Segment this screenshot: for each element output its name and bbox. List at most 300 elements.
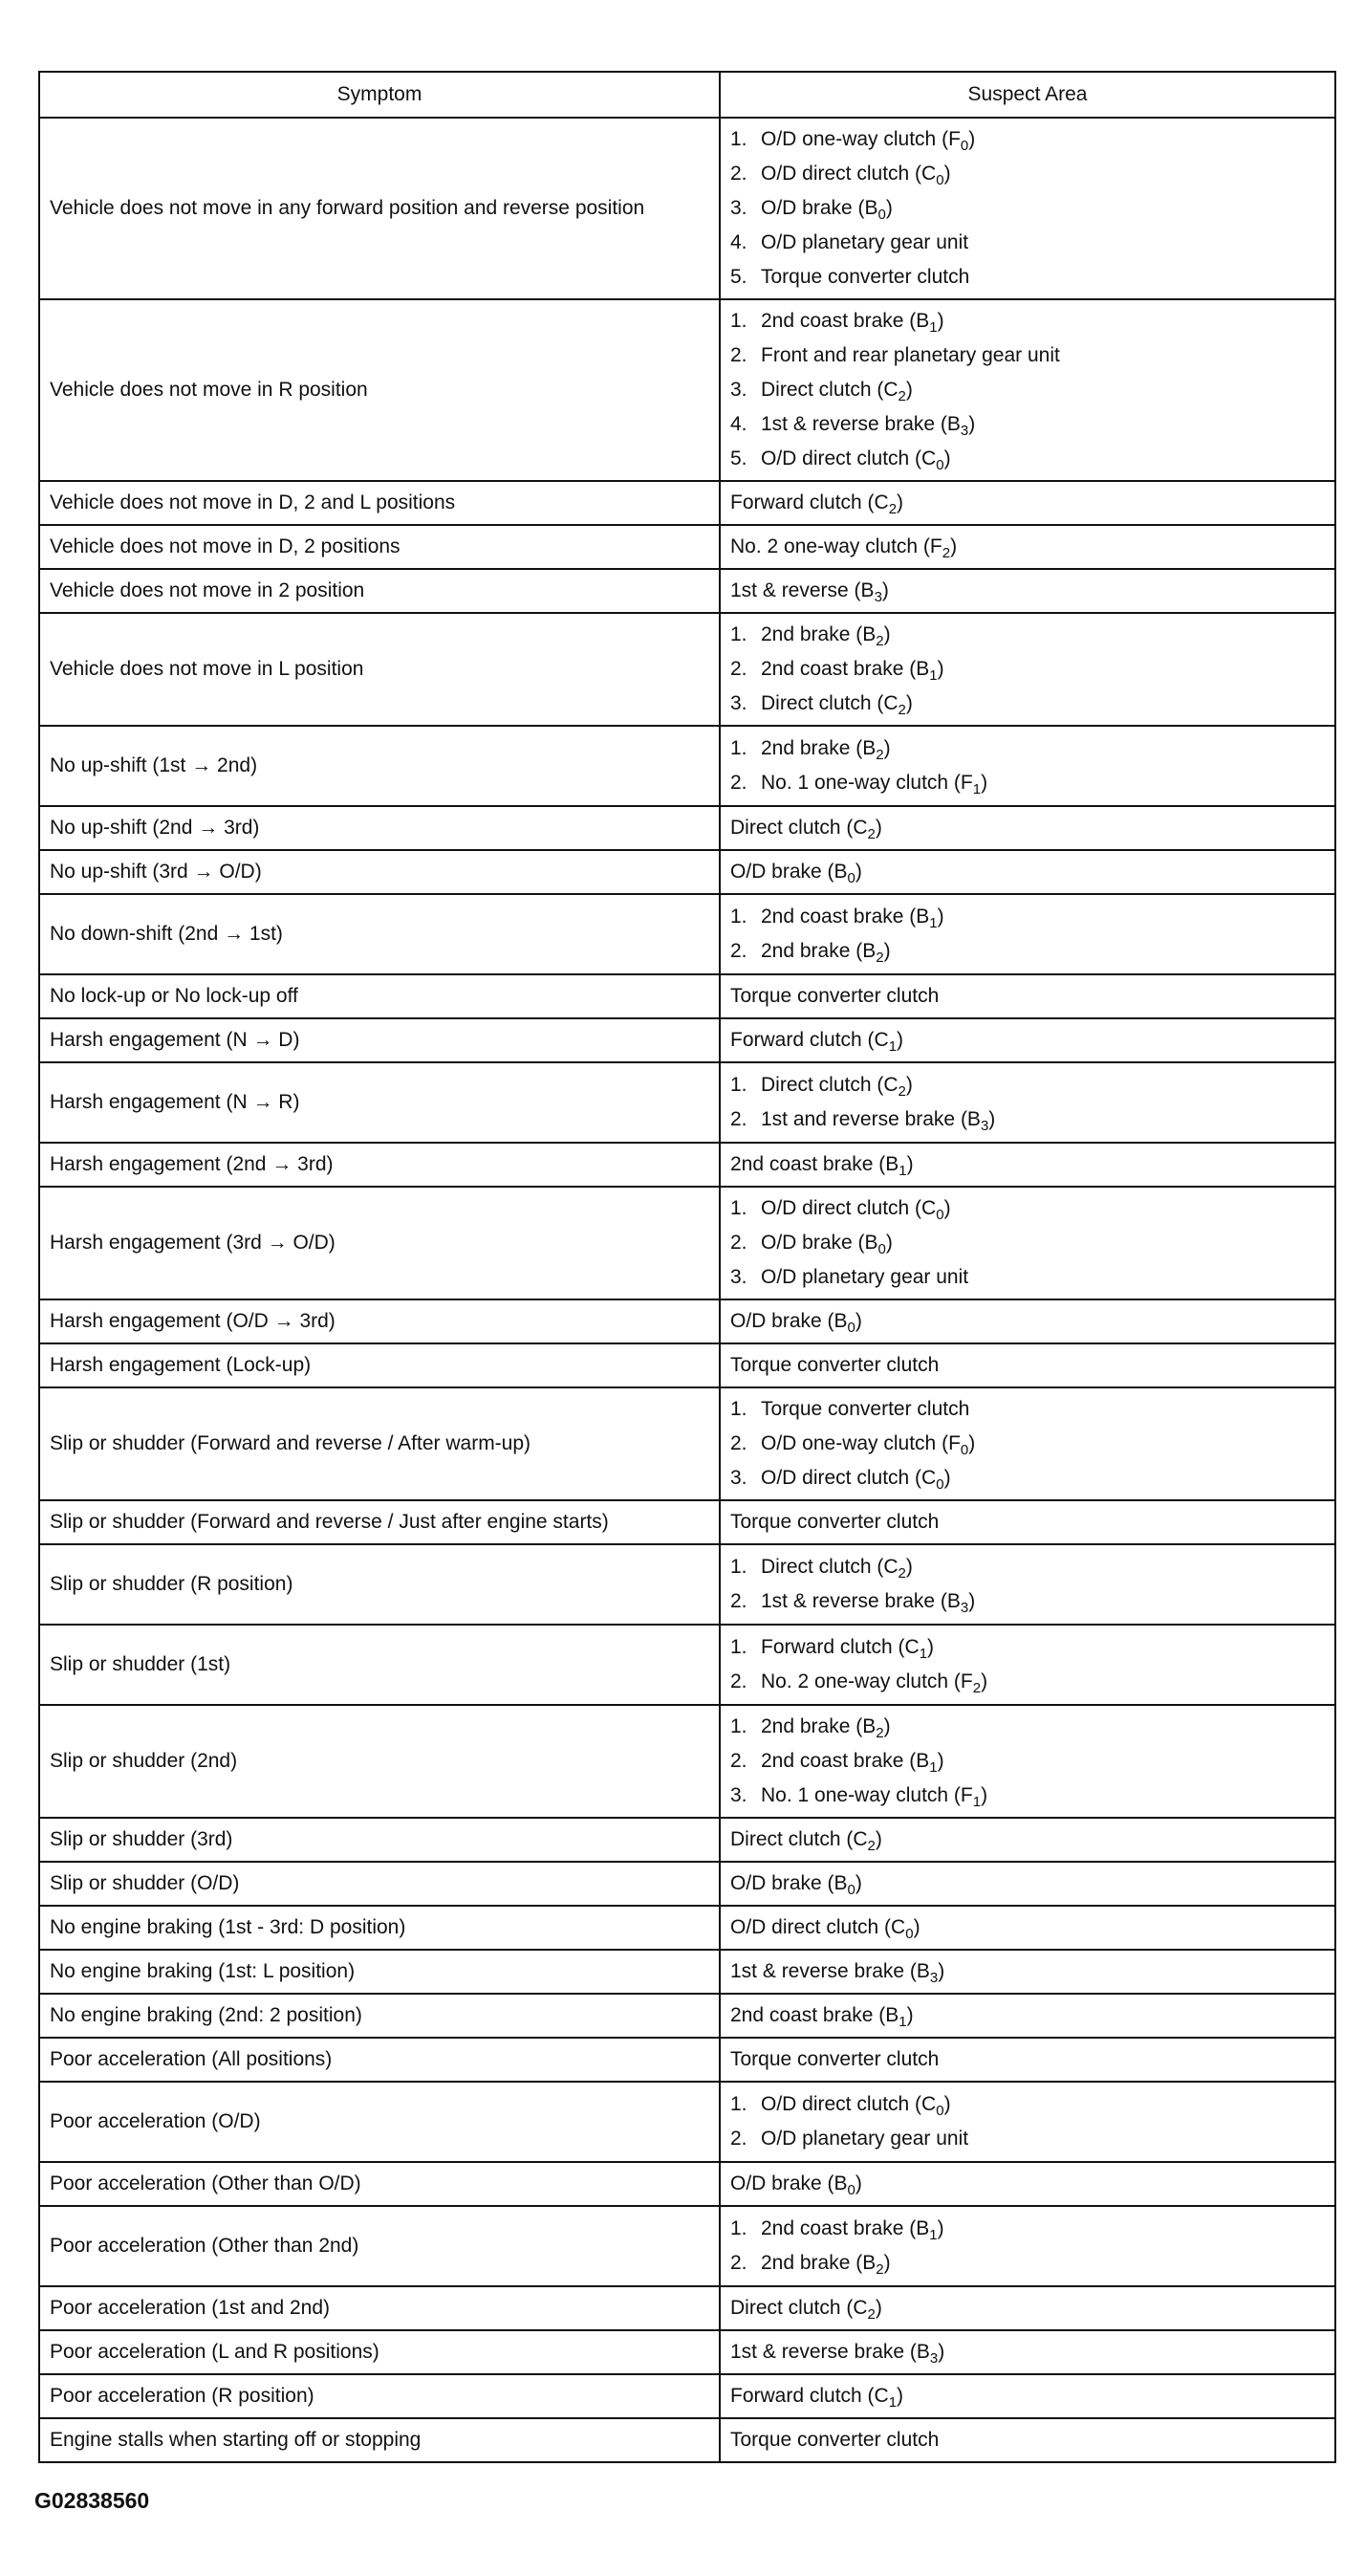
suspect-item <box>730 2212 1325 2246</box>
item-text-end: ) <box>937 2217 944 2239</box>
suspect-item <box>730 338 1325 373</box>
suspect-item <box>730 226 1325 260</box>
item-number: 3. <box>730 1467 747 1489</box>
suspect-area-cell <box>720 806 1335 850</box>
table-row <box>39 2162 1335 2206</box>
item-text: 1st & reverse (B <box>730 579 875 601</box>
suspect-item <box>730 1147 1325 1182</box>
item-text-end: ) <box>875 2297 882 2319</box>
item-text-end: ) <box>943 448 951 469</box>
suspect-area-cell <box>720 299 1335 481</box>
symptom-cell: Poor acceleration (All positions) <box>39 2038 720 2082</box>
item-subscript: 2 <box>972 1680 982 1696</box>
symptom-cell: Poor acceleration (Other than 2nd) <box>39 2206 720 2286</box>
table-row <box>39 1625 1335 1705</box>
suspect-area-cell <box>720 1387 1335 1500</box>
suspect-area-cell <box>720 1862 1335 1906</box>
symptom-cell: Engine stalls when starting off or stopping <box>39 2418 720 2462</box>
item-subscript: 0 <box>877 1241 886 1257</box>
suspect-item <box>730 1191 1325 1226</box>
item-subscript: 0 <box>847 870 855 886</box>
item-text: O/D direct clutch (C <box>761 2093 937 2115</box>
item-number: 2. <box>730 772 747 794</box>
table-row <box>39 1062 1335 1143</box>
item-text: Direct clutch (C <box>730 1828 868 1850</box>
item-text-end: ) <box>981 772 988 794</box>
item-number: 2. <box>730 1670 747 1692</box>
item-subscript: 2 <box>876 1725 884 1741</box>
item-text: 2nd coast brake (B <box>761 1750 930 1772</box>
table-row <box>39 481 1335 525</box>
item-text: No. 2 one-way clutch (F <box>761 1670 973 1692</box>
item-text: Torque converter clutch <box>730 1511 940 1533</box>
item-subscript: 1 <box>929 667 938 684</box>
item-subscript: 1 <box>972 1794 982 1810</box>
table-row <box>39 974 1335 1018</box>
item-text: 1st & reverse brake (B <box>761 1590 961 1612</box>
item-number: 3. <box>730 1784 747 1806</box>
suspect-item <box>730 811 1325 845</box>
item-text: No. 2 one-way clutch (F <box>730 535 942 557</box>
item-text-end: ) <box>913 1916 920 1938</box>
item-text: Torque converter clutch <box>730 985 940 1007</box>
item-text: Direct clutch (C <box>730 2297 868 2319</box>
suspect-item <box>730 407 1325 442</box>
symptom-cell: Poor acceleration (L and R positions) <box>39 2330 720 2374</box>
item-subscript: 2 <box>898 1565 906 1582</box>
header-symptom: Symptom <box>39 72 720 118</box>
symptom-cell: No up-shift (1st → 2nd) <box>39 726 720 806</box>
item-subscript: 1 <box>929 915 938 931</box>
item-text-end: ) <box>938 2341 945 2363</box>
symptom-cell: No engine braking (2nd: 2 position) <box>39 1994 720 2038</box>
suspect-item <box>730 2246 1325 2281</box>
item-text-end: ) <box>937 906 944 928</box>
table-row <box>39 1018 1335 1062</box>
item-text: No. 1 one-way clutch (F <box>761 1784 973 1806</box>
item-number: 1. <box>730 1636 747 1658</box>
item-text-end: ) <box>875 1828 882 1850</box>
item-text: 2nd brake (B <box>761 940 877 962</box>
item-subscript: 2 <box>942 545 951 561</box>
suspect-area-cell <box>720 2286 1335 2330</box>
suspect-area-cell <box>720 569 1335 613</box>
suspect-item <box>730 1779 1325 1813</box>
item-number: 1. <box>730 1715 747 1737</box>
table-row <box>39 2418 1335 2462</box>
item-number: 3. <box>730 692 747 714</box>
symptom-cell: Slip or shudder (Forward and reverse / After warm-up) <box>39 1387 720 1500</box>
item-text: No. 1 one-way clutch (F <box>761 772 973 794</box>
item-subscript: 1 <box>899 2014 907 2030</box>
item-text: Forward clutch (C <box>730 491 889 513</box>
table-row <box>39 1143 1335 1187</box>
suspect-item <box>730 2087 1325 2122</box>
item-number: 2. <box>730 1590 747 1612</box>
suspect-area-cell <box>720 1818 1335 1862</box>
suspect-item <box>730 979 1325 1014</box>
suspect-item <box>730 157 1325 191</box>
suspect-area-cell <box>720 1625 1335 1705</box>
item-number: 5. <box>730 448 747 469</box>
item-text: 2nd brake (B <box>761 1715 877 1737</box>
suspect-area-cell <box>720 1544 1335 1625</box>
item-number: 1. <box>730 623 747 645</box>
suspect-item <box>730 2423 1325 2457</box>
item-number: 2. <box>730 1432 747 1454</box>
item-text-end: ) <box>883 1715 891 1737</box>
item-text: Forward clutch (C <box>730 1029 889 1051</box>
item-text: Direct clutch (C <box>761 1556 899 1578</box>
table-row <box>39 2038 1335 2082</box>
symptom-cell: Harsh engagement (N → D) <box>39 1018 720 1062</box>
item-subscript: 2 <box>876 633 884 649</box>
item-subscript: 0 <box>936 1476 944 1493</box>
item-subscript: 1 <box>888 2394 898 2411</box>
item-number: 2. <box>730 940 747 962</box>
item-text: O/D one-way clutch (F <box>761 128 961 150</box>
symptom-cell: Poor acceleration (Other than O/D) <box>39 2162 720 2206</box>
suspect-area-cell <box>720 2330 1335 2374</box>
item-number: 2. <box>730 344 747 366</box>
item-subscript: 0 <box>847 1320 855 1336</box>
item-text: Forward clutch (C <box>761 1636 920 1658</box>
table-row <box>39 1862 1335 1906</box>
item-subscript: 0 <box>877 207 886 223</box>
item-text-end: ) <box>968 1432 976 1454</box>
item-subscript: 2 <box>867 2306 876 2323</box>
item-text-end: ) <box>943 163 951 185</box>
item-subscript: 0 <box>936 2103 944 2119</box>
symptom-cell: Slip or shudder (R position) <box>39 1544 720 1625</box>
item-text: Torque converter clutch <box>730 2429 940 2451</box>
item-text: O/D direct clutch (C <box>761 1197 937 1219</box>
symptom-cell: No up-shift (3rd → O/D) <box>39 850 720 894</box>
item-text-end: ) <box>938 1960 945 1982</box>
suspect-item <box>730 2042 1325 2077</box>
suspect-area-cell <box>720 1018 1335 1062</box>
symptom-cell: Harsh engagement (3rd → O/D) <box>39 1187 720 1299</box>
item-number: 2. <box>730 1750 747 1772</box>
symptom-cell: Harsh engagement (Lock-up) <box>39 1343 720 1387</box>
item-text-end: ) <box>897 491 904 513</box>
item-text-end: ) <box>905 692 913 714</box>
item-text-end: ) <box>943 1467 951 1489</box>
item-text-end: ) <box>968 413 976 435</box>
item-text-end: ) <box>943 2093 951 2115</box>
item-text-end: ) <box>883 623 891 645</box>
item-text: O/D one-way clutch (F <box>761 1432 961 1454</box>
table-row <box>39 299 1335 481</box>
item-number: 2. <box>730 658 747 680</box>
figure-id: G02838560 <box>34 2488 150 2513</box>
suspect-area-cell <box>720 1906 1335 1950</box>
item-text-end: ) <box>927 1636 935 1658</box>
item-text-end: ) <box>950 535 958 557</box>
symptom-cell: No engine braking (1st - 3rd: D position) <box>39 1906 720 1950</box>
suspect-area-cell <box>720 974 1335 1018</box>
item-text: O/D brake (B <box>730 1872 848 1894</box>
symptom-cell: Poor acceleration (R position) <box>39 2374 720 2418</box>
item-text: O/D direct clutch (C <box>761 163 937 185</box>
table-row <box>39 1299 1335 1343</box>
item-text: 2nd coast brake (B <box>730 1153 899 1175</box>
table-row <box>39 1343 1335 1387</box>
item-subscript: 3 <box>874 589 882 605</box>
item-subscript: 0 <box>905 1926 914 1942</box>
item-text-end: ) <box>883 737 891 759</box>
suspect-area-cell <box>720 1143 1335 1187</box>
item-text: 2nd coast brake (B <box>730 2004 899 2026</box>
symptom-cell: Slip or shudder (2nd) <box>39 1705 720 1818</box>
suspect-item <box>730 1630 1325 1665</box>
suspect-item <box>730 442 1325 476</box>
item-text: Front and rear planetary gear unit <box>761 344 1060 366</box>
suspect-item <box>730 1550 1325 1584</box>
item-text: Torque converter clutch <box>761 1398 970 1420</box>
item-subscript: 3 <box>980 1118 989 1134</box>
suspect-area-cell <box>720 2162 1335 2206</box>
suspect-area-cell <box>720 2038 1335 2082</box>
item-subscript: 2 <box>898 702 906 718</box>
item-subscript: 1 <box>929 1759 938 1776</box>
symptom-cell: Vehicle does not move in 2 position <box>39 569 720 613</box>
item-subscript: 0 <box>936 172 944 188</box>
suspect-item <box>730 1823 1325 1857</box>
suspect-item <box>730 2291 1325 2325</box>
suspect-item <box>730 652 1325 687</box>
suspect-item <box>730 2167 1325 2201</box>
suspect-area-cell <box>720 1299 1335 1343</box>
item-text-end: ) <box>885 1232 893 1254</box>
suspect-item <box>730 687 1325 721</box>
table-row <box>39 118 1335 299</box>
suspect-area-cell <box>720 894 1335 974</box>
item-text: Torque converter clutch <box>761 266 970 288</box>
table-row <box>39 1906 1335 1950</box>
symptom-cell: Poor acceleration (O/D) <box>39 2082 720 2162</box>
suspect-area-cell <box>720 2374 1335 2418</box>
symptom-cell: Slip or shudder (O/D) <box>39 1862 720 1906</box>
item-subscript: 2 <box>888 501 898 517</box>
item-subscript: 2 <box>867 826 876 842</box>
item-text: O/D direct clutch (C <box>761 1467 937 1489</box>
symptom-cell: Vehicle does not move in any forward position and reverse position <box>39 118 720 299</box>
suspect-item <box>730 260 1325 295</box>
item-subscript: 1 <box>899 1163 907 1179</box>
item-text: Direct clutch (C <box>761 692 899 714</box>
item-text: O/D direct clutch (C <box>761 448 937 469</box>
item-number: 2. <box>730 1108 747 1130</box>
suspect-item <box>730 1998 1325 2033</box>
item-text-end: ) <box>905 379 913 401</box>
item-text-end: ) <box>883 2252 891 2274</box>
table-row <box>39 850 1335 894</box>
item-text: Torque converter clutch <box>730 2048 940 2070</box>
item-number: 1. <box>730 2217 747 2239</box>
item-text: O/D brake (B <box>730 1310 848 1332</box>
item-text-end: ) <box>968 1590 976 1612</box>
item-text: 2nd brake (B <box>761 737 877 759</box>
table-row <box>39 1818 1335 1862</box>
suspect-item <box>730 855 1325 889</box>
item-number: 1. <box>730 1556 747 1578</box>
item-number: 5. <box>730 266 747 288</box>
suspect-item <box>730 191 1325 226</box>
item-text-end: ) <box>855 2172 862 2194</box>
item-subscript: 0 <box>960 138 969 154</box>
item-text: 1st & reverse brake (B <box>761 413 961 435</box>
table-body <box>39 118 1335 2462</box>
item-number: 2. <box>730 2128 747 2150</box>
item-number: 1. <box>730 1074 747 1096</box>
suspect-area-cell <box>720 118 1335 299</box>
suspect-item <box>730 2335 1325 2369</box>
symptom-cell: Slip or shudder (1st) <box>39 1625 720 1705</box>
suspect-item <box>730 1954 1325 1989</box>
item-subscript: 2 <box>876 950 884 966</box>
item-subscript: 2 <box>898 1083 906 1100</box>
item-text: O/D planetary gear unit <box>761 1266 969 1288</box>
suspect-item <box>730 1910 1325 1945</box>
item-text-end: ) <box>883 940 891 962</box>
item-subscript: 3 <box>929 2350 939 2367</box>
suspect-item <box>730 1392 1325 1427</box>
suspect-area-cell <box>720 2418 1335 2462</box>
suspect-area-cell <box>720 1950 1335 1994</box>
suspect-item <box>730 1744 1325 1779</box>
suspect-area-cell <box>720 481 1335 525</box>
symptom-cell: No down-shift (2nd → 1st) <box>39 894 720 974</box>
item-subscript: 0 <box>936 457 944 473</box>
suspect-item <box>730 618 1325 652</box>
table-row <box>39 2206 1335 2286</box>
item-subscript: 1 <box>888 1038 898 1055</box>
item-subscript: 1 <box>972 781 982 797</box>
suspect-item <box>730 934 1325 969</box>
table-row <box>39 569 1335 613</box>
suspect-area-cell <box>720 1187 1335 1299</box>
item-text: O/D direct clutch (C <box>730 1916 906 1938</box>
suspect-area-cell <box>720 1705 1335 1818</box>
suspect-area-cell <box>720 850 1335 894</box>
item-number: 1. <box>730 2093 747 2115</box>
item-text: Torque converter clutch <box>730 1354 940 1376</box>
header-suspect-area: Suspect Area <box>720 72 1335 118</box>
item-text-end: ) <box>855 1872 862 1894</box>
item-text: 2nd brake (B <box>761 2252 877 2274</box>
symptom-cell: Vehicle does not move in D, 2 and L positions <box>39 481 720 525</box>
item-text-end: ) <box>897 2385 904 2407</box>
item-text: Direct clutch (C <box>730 817 868 839</box>
table-header-row <box>39 72 1335 118</box>
symptom-table <box>38 71 1336 2463</box>
suspect-area-cell <box>720 1062 1335 1143</box>
item-text: 2nd coast brake (B <box>761 310 930 332</box>
item-subscript: 3 <box>960 423 969 439</box>
item-text: O/D brake (B <box>730 861 848 883</box>
item-text-end: ) <box>905 1556 913 1578</box>
item-subscript: 0 <box>847 2182 855 2198</box>
suspect-item <box>730 1461 1325 1495</box>
item-number: 3. <box>730 379 747 401</box>
item-subscript: 0 <box>936 1207 944 1223</box>
item-text-end: ) <box>885 197 893 219</box>
item-text-end: ) <box>988 1108 996 1130</box>
suspect-item <box>730 1665 1325 1699</box>
item-text: Direct clutch (C <box>761 379 899 401</box>
item-subscript: 1 <box>929 2227 938 2243</box>
item-number: 1. <box>730 906 747 928</box>
suspect-area-cell <box>720 1994 1335 2038</box>
item-text-end: ) <box>875 817 882 839</box>
item-subscript: 2 <box>898 388 906 404</box>
table-row <box>39 1387 1335 1500</box>
item-subscript: 1 <box>929 319 938 336</box>
item-number: 2. <box>730 2252 747 2274</box>
item-text-end: ) <box>968 128 976 150</box>
item-text: 2nd coast brake (B <box>761 658 930 680</box>
item-text: O/D planetary gear unit <box>761 2128 969 2150</box>
item-subscript: 2 <box>876 747 884 763</box>
suspect-area-cell <box>720 2082 1335 2162</box>
item-text-end: ) <box>943 1197 951 1219</box>
suspect-item <box>730 1068 1325 1102</box>
item-number: 4. <box>730 231 747 253</box>
item-number: 2. <box>730 163 747 185</box>
table-row <box>39 1544 1335 1625</box>
suspect-item <box>730 2379 1325 2413</box>
table-row <box>39 525 1335 569</box>
item-text: 1st and reverse brake (B <box>761 1108 981 1130</box>
item-subscript: 3 <box>929 1970 939 1986</box>
suspect-item <box>730 486 1325 520</box>
suspect-area-cell <box>720 613 1335 726</box>
suspect-area-cell <box>720 726 1335 806</box>
item-text-end: ) <box>906 1153 914 1175</box>
item-text: O/D brake (B <box>761 1232 878 1254</box>
item-text: 2nd coast brake (B <box>761 906 930 928</box>
item-number: 3. <box>730 1266 747 1288</box>
suspect-item <box>730 731 1325 766</box>
item-text-end: ) <box>906 2004 914 2026</box>
item-text: 1st & reverse brake (B <box>730 1960 930 1982</box>
item-text: 2nd coast brake (B <box>761 2217 930 2239</box>
table-row <box>39 726 1335 806</box>
table-row <box>39 1950 1335 1994</box>
table-row <box>39 1705 1335 1818</box>
item-number: 3. <box>730 197 747 219</box>
item-text: 1st & reverse brake (B <box>730 2341 930 2363</box>
item-text: O/D brake (B <box>730 2172 848 2194</box>
item-number: 1. <box>730 737 747 759</box>
item-number: 1. <box>730 1398 747 1420</box>
symptom-cell: No up-shift (2nd → 3rd) <box>39 806 720 850</box>
table-row <box>39 613 1335 726</box>
symptom-cell: Harsh engagement (2nd → 3rd) <box>39 1143 720 1187</box>
suspect-item <box>730 574 1325 608</box>
item-text-end: ) <box>981 1670 988 1692</box>
symptom-cell: Slip or shudder (Forward and reverse / Just after engine starts) <box>39 1500 720 1544</box>
symptom-cell: Vehicle does not move in L position <box>39 613 720 726</box>
item-text-end: ) <box>981 1784 988 1806</box>
table-row <box>39 2374 1335 2418</box>
table-row <box>39 806 1335 850</box>
suspect-item <box>730 373 1325 407</box>
table-row <box>39 894 1335 974</box>
suspect-area-cell <box>720 525 1335 569</box>
table-row <box>39 1187 1335 1299</box>
